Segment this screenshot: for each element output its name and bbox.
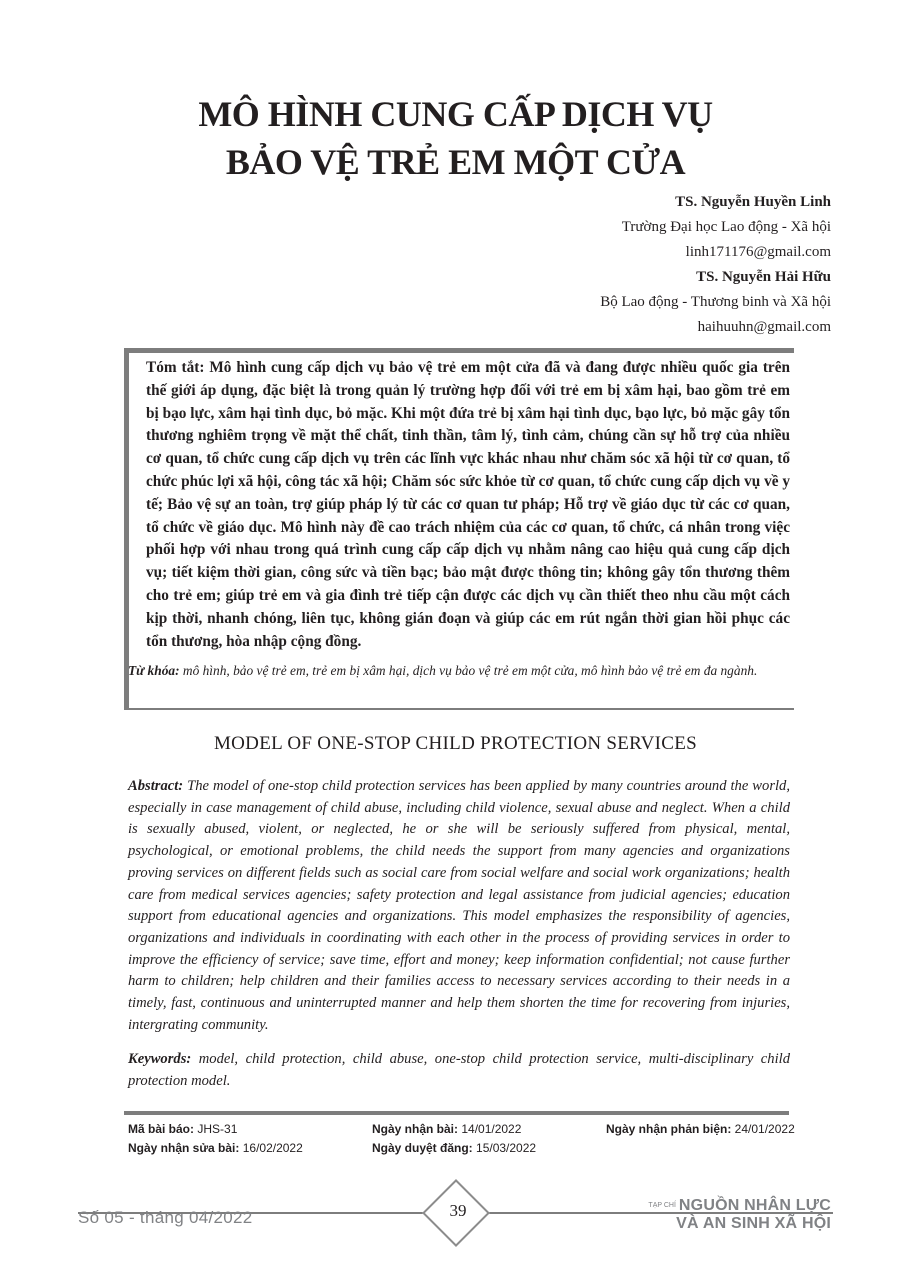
meta-received-value: 14/01/2022 [458,1122,522,1136]
page-number: 39 [449,1201,467,1220]
author-2-affiliation: Bộ Lao động - Thương binh và Xã hội [600,294,831,310]
author-1-affiliation: Trường Đại học Lao động - Xã hội [621,219,831,235]
author-1-name: TS. Nguyễn Huyền Linh [675,194,831,210]
meta-review-label: Ngày nhận phản biện: [606,1122,732,1136]
author-2-name: TS. Nguyễn Hải Hữu [696,269,831,285]
keywords-vn-text: mô hình, bảo vệ trẻ em, trẻ em bị xâm hại, dịch vụ bảo vệ trẻ em một cửa, mô hình bảo vệ trẻ em đa ngành. [179,663,758,678]
journal-prefix: TẠP CHÍ [648,1202,676,1209]
title-line-2: BẢO VỆ TRẺ EM MỘT CỬA [225,142,686,182]
keywords-vn-label: Từ khóa: [128,663,180,678]
keywords-vn [128,660,790,682]
meta-received [372,1122,521,1136]
meta-revised-value: 16/02/2022 [239,1141,303,1155]
abstract-vn-text: Mô hình cung cấp dịch vụ bảo vệ trẻ em một cửa đã và đang được nhiều quốc gia trên thế giới áp dụng, đặc biệt là trong quản lý trường hợp đối với trẻ em bị xâm hại, bao gồm trẻ em bị bạo lực, xâm hại tình dục, bỏ mặc. Khi một đứa trẻ bị xâm hại tình dục, bạo lực, bỏ mặc gây tổn thương nghiêm trọng về mặt thể chất, tinh thần, tâm lý, tình cảm, chúng cần sự hỗ trợ của nhiều cơ quan, tổ chức cung cấp dịch vụ trên các lĩnh vực khác nhau như chăm sóc xã hội từ cơ quan, tổ chức phúc lợi xã hội, công tác xã hội; Chăm sóc sức khỏe từ cơ quan, tổ chức cung cấp dịch vụ về y tế; Bảo vệ sự an toàn, trợ giúp pháp lý từ các cơ quan tư pháp; Hỗ trợ về giáo dục từ các cơ quan, tổ chức về giáo dục. Mô hình này đề cao trách nhiệm của các cơ quan, tổ chức, cá nhân trong việc phối hợp với nhau trong quá trình cung cấp cấp dịch vụ nhằm nâng cao hiệu quả cung cấp dịch vụ; tiết kiệm thời gian, công sức và tiền bạc; bảo mật được thông tin; không gây tổn thương thêm cho trẻ em; giúp trẻ em và gia đình trẻ tiếp cận được các dịch vụ cần thiết theo nhu cầu một cách kịp thời, nhanh chóng, liên tục, không gián đoạn và giúp các em rút ngắn thời gian hồi phục các tổn thương, hòa nhập cộng đồng. [146,359,790,650]
author-block [600,190,831,340]
meta-review-value: 24/01/2022 [731,1122,795,1136]
author-1-email: linh171176@gmail.com [685,244,831,260]
abstract-vn-label: Tóm tắt: [146,359,205,376]
meta-revised [128,1141,303,1155]
meta-received-label: Ngày nhận bài: [372,1122,459,1136]
title-line-1: MÔ HÌNH CUNG CẤP DỊCH VỤ [198,94,713,134]
issue-label: Số 05 - tháng 04/2022 [78,1208,253,1227]
meta-accepted-label: Ngày duyệt đăng: [372,1141,473,1155]
english-title: MODEL OF ONE-STOP CHILD PROTECTION SERVICES [213,733,698,754]
journal-name [648,1197,831,1233]
meta-review [606,1122,795,1136]
meta-code-label: Mã bài báo: [128,1122,195,1136]
abstract-en-label: Abstract: [128,778,184,794]
meta-code-value: JHS-31 [194,1122,238,1136]
meta-divider [124,1111,789,1115]
meta-revised-label: Ngày nhận sửa bài: [128,1141,240,1155]
meta-article-code [128,1122,237,1136]
abstract-en [128,776,790,1036]
journal-line-1: NGUỒN NHÂN LỰC [678,1197,831,1214]
keywords-en [128,1049,790,1092]
meta-accepted-value: 15/03/2022 [472,1141,537,1155]
abstract-en-text: The model of one-stop child protection services has been applied by many countries around the world, especially in case management of child abuse, including child violence, sexual abuse and neglect. When a child is sexually abused, violent, or neglected, he or she will be seriously suffered from physical, mental, psychological, or emotional problems, the child needs the support from many agencies and organizations proving services on different fields such as social care from social welfare and social work organizations; health care from medical services agencies; safety protection and legal assistance from judicial agencies; education support from educational agencies and organizations. This model emphasizes the responsibility of agencies, organizations and individuals in coordinating with each other in the process of providing services in order to improve the efficiency of service; save time, effort and money; keep information confidential; not cause further harm to children; help children and their families access to necessary services according to their needs in a timely, fast, continuous and uninterrupted manner and help them shorten the time for recovering from injuries, intergrating community. [128,778,790,1033]
keywords-en-label: Keywords: [128,1051,192,1067]
journal-line-2: VÀ AN SINH XÃ HỘI [676,1215,831,1232]
author-2-email: haihuuhn@gmail.com [697,319,831,335]
keywords-en-text: model, child protection, child abuse, one-stop child protection service, multi-disciplinary child protection model. [128,1051,790,1089]
meta-accepted [372,1141,536,1155]
abstract-vn [146,357,790,653]
